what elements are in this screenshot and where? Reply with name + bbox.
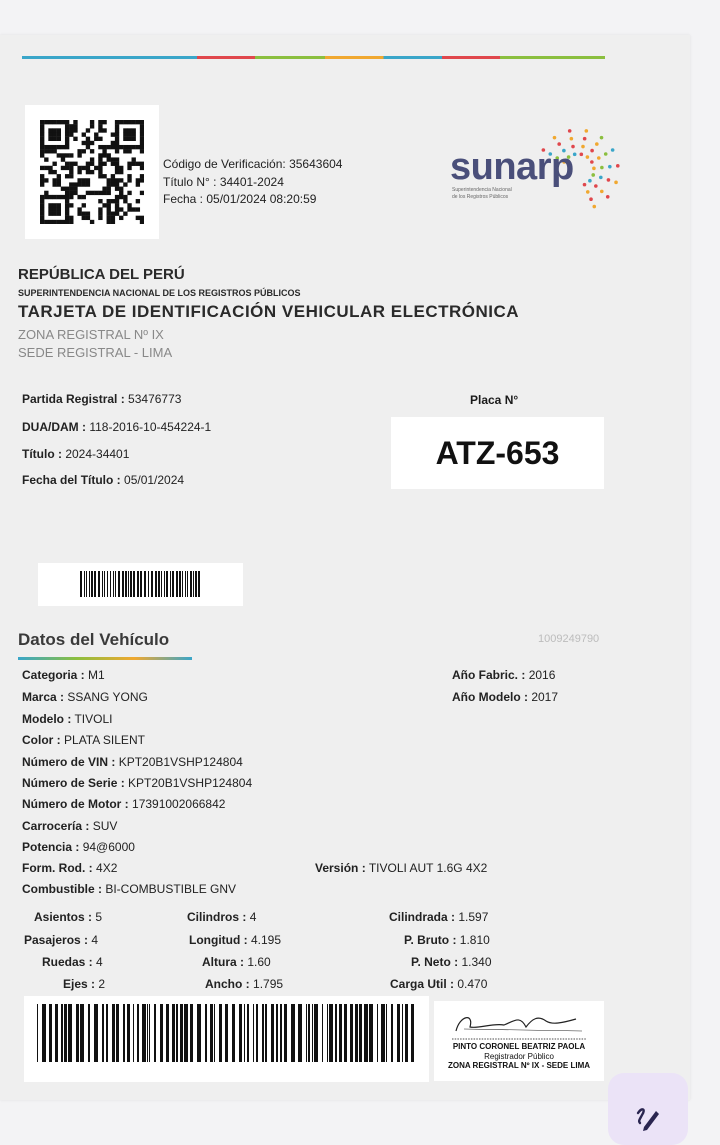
ancho-field (205, 977, 283, 991)
verification-fecha: Fecha : 05/01/2024 08:20:59 (163, 192, 317, 206)
titulo-value: 2024-34401 (65, 447, 130, 461)
vin-label: Número de VIN : (22, 755, 116, 769)
motor-label: Número de Motor : (22, 797, 129, 811)
modelo-label: Modelo : (22, 712, 72, 726)
cilindrada-field (389, 910, 488, 924)
partida-field (22, 392, 181, 406)
carroceria-label: Carrocería : (22, 819, 90, 833)
verification-titulo: Título N° : 34401-2024 (163, 174, 284, 189)
titulo-label: Título : (22, 447, 62, 461)
altura-field (202, 955, 271, 969)
version-value: TIVOLI AUT 1.6G 4X2 (368, 861, 488, 875)
combustible-value: BI-COMBUSTIBLE GNV (105, 882, 237, 896)
anio-fabric-label: Año Fabric. : (452, 668, 526, 682)
potencia-label: Potencia : (22, 840, 80, 854)
dua-value: 118-2016-10-454224-1 (89, 420, 212, 434)
ruedas-value: 4 (96, 955, 103, 969)
marca-label: Marca : (22, 690, 65, 704)
color-label: Color : (22, 733, 61, 747)
asientos-field (34, 910, 102, 924)
pbruto-label: P. Bruto : (404, 933, 457, 947)
pasajeros-label: Pasajeros : (24, 933, 89, 947)
fecha-titulo-field (22, 473, 184, 487)
signer-role: Registrador Público (484, 1051, 554, 1061)
ancho-label: Ancho : (205, 977, 250, 991)
marca-field (22, 690, 148, 704)
formrod-field (22, 861, 117, 875)
potencia-field (22, 840, 135, 854)
cilindros-field (187, 910, 256, 924)
serial-number: 1009249790 (538, 633, 600, 645)
asientos-label: Asientos : (34, 910, 93, 924)
vin-field (22, 755, 243, 769)
pneto-label: P. Neto : (411, 955, 459, 969)
carga-field (390, 977, 487, 991)
version-field (315, 861, 487, 875)
section-underline (18, 657, 192, 660)
edit-fab-button[interactable] (608, 1073, 688, 1145)
ejes-field (63, 977, 105, 991)
carga-value: 0.470 (457, 977, 488, 991)
pneto-value: 1.340 (461, 955, 492, 969)
ruedas-field (42, 955, 103, 969)
signer-zone: ZONA REGISTRAL Nº IX - SEDE LIMA (447, 1061, 591, 1070)
fecha-titulo-label: Fecha del Título : (22, 473, 121, 487)
logo-subtitle (452, 187, 512, 201)
card-title: TARJETA DE IDENTIFICACIÓN VEHICULAR ELECTRÓNICA (18, 302, 520, 321)
titulo-field (22, 447, 129, 461)
anio-modelo-label: Año Modelo : (452, 690, 528, 704)
signature-block (434, 1001, 604, 1081)
serie-field (22, 776, 252, 790)
pasajeros-field (24, 933, 98, 947)
cilindrada-value: 1.597 (458, 910, 489, 924)
ancho-value: 1.795 (253, 977, 284, 991)
potencia-value: 94@6000 (82, 840, 135, 854)
longitud-value: 4.195 (250, 933, 282, 947)
cilindros-value: 4 (249, 910, 257, 924)
cilindros-label: Cilindros : (187, 910, 247, 924)
partida-label: Partida Registral : (22, 392, 125, 406)
sede-registral: SEDE REGISTRAL - LIMA (18, 345, 173, 360)
color-field (22, 733, 145, 747)
qr-code (25, 105, 159, 239)
vin-value: KPT20B1VSHP124804 (118, 755, 243, 769)
republic-heading: REPÚBLICA DEL PERÚ (18, 266, 185, 283)
verification-block (163, 156, 342, 209)
placa-label: Placa N° (470, 393, 519, 407)
logo-sub2: de los Registros Públicos (452, 194, 509, 200)
zona-registral: ZONA REGISTRAL Nº IX (18, 327, 164, 342)
anio-modelo-field (452, 690, 558, 704)
superintendencia-heading: SUPERINTENDENCIA NACIONAL DE LOS REGISTROS PÚBLICOS (18, 288, 301, 298)
longitud-label: Longitud : (189, 933, 248, 947)
anio-modelo-value: 2017 (531, 690, 559, 704)
anio-fabric-value: 2016 (528, 668, 556, 682)
signature-text (434, 1042, 604, 1071)
modelo-field (22, 712, 112, 726)
combustible-field (22, 882, 236, 896)
ruedas-label: Ruedas : (42, 955, 93, 969)
asientos-value: 5 (95, 910, 103, 924)
pneto-field (411, 955, 492, 969)
fecha-titulo-value: 05/01/2024 (124, 473, 185, 487)
section-title: Datos del Vehículo (18, 630, 170, 649)
motor-value: 17391002066842 (132, 797, 226, 811)
carroceria-field (22, 819, 117, 833)
altura-label: Altura : (202, 955, 244, 969)
categoria-value: M1 (88, 668, 105, 682)
categoria-field (22, 668, 105, 682)
logo-word: sunarp (450, 146, 574, 188)
carga-label: Carga Util : (390, 977, 455, 991)
dua-field (22, 420, 211, 434)
carroceria-value: SUV (92, 819, 118, 833)
verification-code: Código de Verificación: 35643604 (163, 157, 343, 171)
ejes-value: 2 (98, 977, 106, 991)
dua-label: DUA/DAM : (22, 420, 86, 434)
edit-pen-icon (632, 1103, 662, 1133)
pbruto-value: 1.810 (459, 933, 490, 947)
serie-label: Número de Serie : (22, 776, 125, 790)
signature-scribble-icon (434, 1001, 604, 1043)
combustible-label: Combustible : (22, 882, 102, 896)
modelo-value: TIVOLI (74, 712, 113, 726)
altura-value: 1.60 (247, 955, 271, 969)
sunarp-logo (450, 118, 620, 218)
logo-sub1: Superintendencia Nacional (452, 187, 512, 193)
color-value: PLATA SILENT (64, 733, 145, 747)
anio-fabric-field (452, 668, 555, 682)
signer-name: PINTO CORONEL BEATRIZ PAOLA (452, 1042, 586, 1051)
small-barcode (38, 563, 243, 606)
motor-field (22, 797, 225, 811)
serie-value: KPT20B1VSHP124804 (128, 776, 253, 790)
longitud-field (189, 933, 281, 947)
categoria-label: Categoria : (22, 668, 85, 682)
pdf417-barcode (24, 996, 429, 1082)
header-color-line (22, 56, 605, 59)
pasajeros-value: 4 (91, 933, 99, 947)
marca-value: SSANG YONG (67, 690, 148, 704)
ejes-label: Ejes : (63, 977, 96, 991)
formrod-label: Form. Rod. : (22, 861, 93, 875)
placa-value: ATZ-653 (391, 417, 604, 489)
cilindrada-label: Cilindrada : (389, 910, 456, 924)
formrod-value: 4X2 (96, 861, 118, 875)
version-label: Versión : (315, 861, 366, 875)
pbruto-field (404, 933, 490, 947)
partida-value: 53476773 (128, 392, 182, 406)
